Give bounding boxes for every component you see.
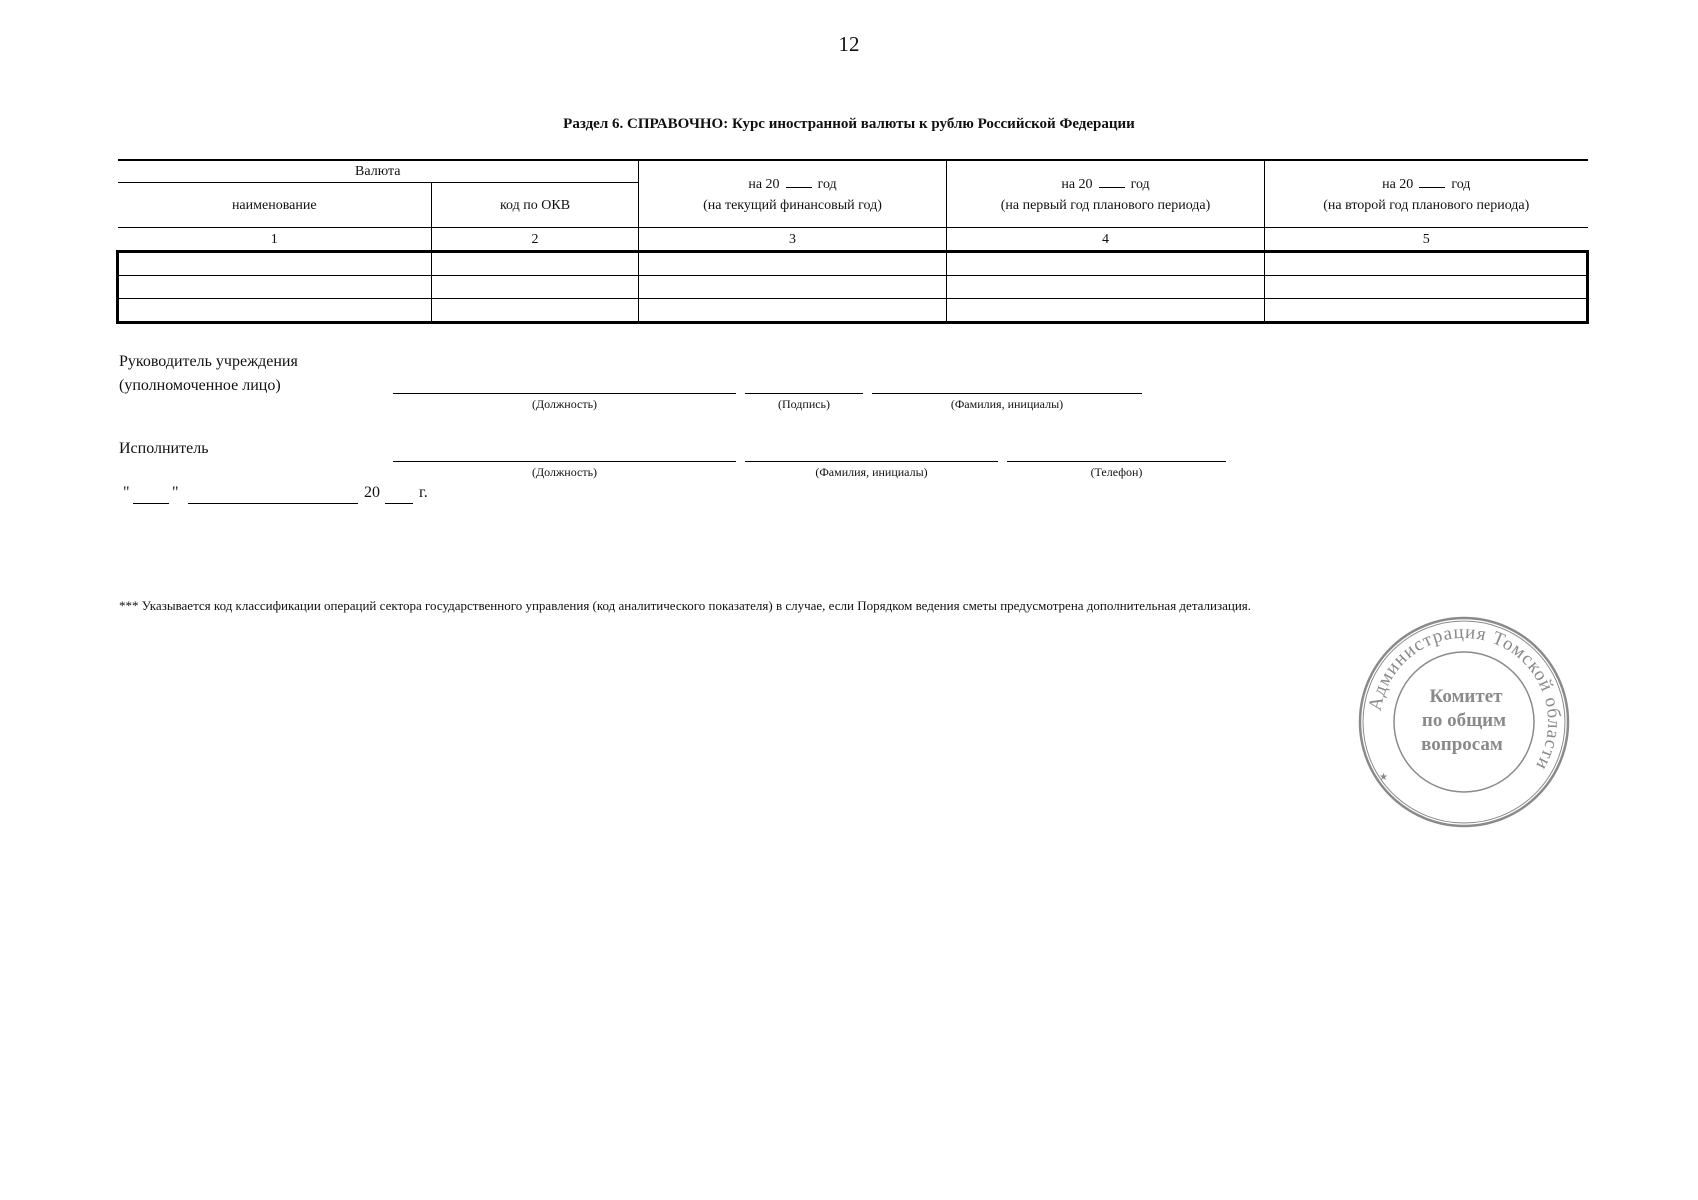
currency-rate-table (116, 159, 1589, 324)
year-suffix: год (1451, 176, 1471, 192)
header-currency-code: код по ОКВ (432, 183, 639, 228)
head-caption-position: (Должность) (531, 397, 598, 411)
table-cell[interactable] (432, 299, 639, 323)
executor-caption-phone: (Телефон) (1090, 465, 1143, 479)
year-note: (на текущий финансовый год) (703, 197, 882, 213)
head-caption-signature: (Подпись) (777, 397, 831, 411)
head-signature-line[interactable] (745, 393, 863, 394)
column-number: 1 (118, 228, 432, 252)
date-close-quote: " (172, 484, 179, 501)
header-currency-name: наименование (231, 197, 317, 213)
table-row (118, 252, 1588, 276)
table-row (118, 276, 1588, 299)
year-blank (1099, 173, 1125, 188)
head-label (119, 350, 298, 398)
header-year-first-plan (947, 160, 1265, 228)
table-cell[interactable] (118, 299, 432, 323)
table-cell[interactable] (1265, 252, 1588, 276)
year-prefix: на 20 (1061, 176, 1093, 192)
stamp (1356, 614, 1572, 830)
head-label-line1: Руководитель учреждения (119, 353, 298, 370)
executor-position-line[interactable] (393, 461, 736, 462)
date-open-quote: " (123, 484, 130, 501)
header-year-current (639, 160, 947, 228)
currency-group-header: Валюта (118, 160, 639, 183)
table-row (118, 299, 1588, 323)
table-cell[interactable] (947, 299, 1265, 323)
table-cell[interactable] (639, 299, 947, 323)
column-number: 5 (1265, 228, 1588, 252)
table-cell[interactable] (432, 276, 639, 299)
executor-caption-position: (Должность) (531, 465, 598, 479)
column-number: 2 (432, 228, 639, 252)
head-position-line[interactable] (393, 393, 736, 394)
date-year-prefix: 20 (364, 484, 380, 501)
year-blank (1419, 173, 1445, 188)
stamp-ring-text: Администрация Томской области (1364, 621, 1565, 775)
table-cell[interactable] (639, 252, 947, 276)
table-cell[interactable] (1265, 276, 1588, 299)
head-name-line[interactable] (872, 393, 1142, 394)
section-title: Раздел 6. СПРАВОЧНО: Курс иностранной валюты к рублю Российской Федерации (563, 116, 1135, 132)
table-cell[interactable] (639, 276, 947, 299)
executor-label: Исполнитель (119, 440, 209, 457)
date-year-suffix: г. (419, 484, 428, 501)
year-suffix: год (1130, 176, 1150, 192)
page-number: 12 (838, 32, 860, 56)
date-year-line[interactable] (385, 503, 413, 504)
year-prefix: на 20 (1382, 176, 1414, 192)
year-suffix: год (817, 176, 837, 192)
column-number: 3 (639, 228, 947, 252)
table-cell[interactable] (947, 276, 1265, 299)
year-note: (на второй год планового периода) (1323, 197, 1530, 213)
table-cell[interactable] (947, 252, 1265, 276)
executor-name-line[interactable] (745, 461, 998, 462)
stamp-line3: вопросам (1421, 734, 1503, 755)
executor-phone-line[interactable] (1007, 461, 1226, 462)
date-day-line[interactable] (133, 503, 169, 504)
table-cell[interactable] (432, 252, 639, 276)
stamp-line1: Комитет (1429, 686, 1503, 707)
head-label-line2: (уполномоченное лицо) (119, 377, 281, 394)
table-cell[interactable] (1265, 299, 1588, 323)
stamp-star-icon: ★ (1379, 772, 1388, 783)
year-note: (на первый год планового периода) (1000, 197, 1211, 213)
year-blank (786, 173, 812, 188)
header-year-second-plan (1265, 160, 1588, 228)
column-number: 4 (947, 228, 1265, 252)
stamp-line2: по общим (1421, 710, 1507, 731)
table-cell[interactable] (118, 252, 432, 276)
executor-caption-name: (Фамилия, инициалы) (815, 465, 928, 479)
table-cell[interactable] (118, 276, 432, 299)
date-month-line[interactable] (188, 503, 358, 504)
head-caption-name: (Фамилия, инициалы) (950, 397, 1064, 411)
footnote: *** Указывается код классификации операций сектора государственного управления (код аналитического показателя) в случае, если Порядком ведения сметы предусмотрена дополнительная детализация. (119, 598, 1252, 613)
year-prefix: на 20 (748, 176, 780, 192)
